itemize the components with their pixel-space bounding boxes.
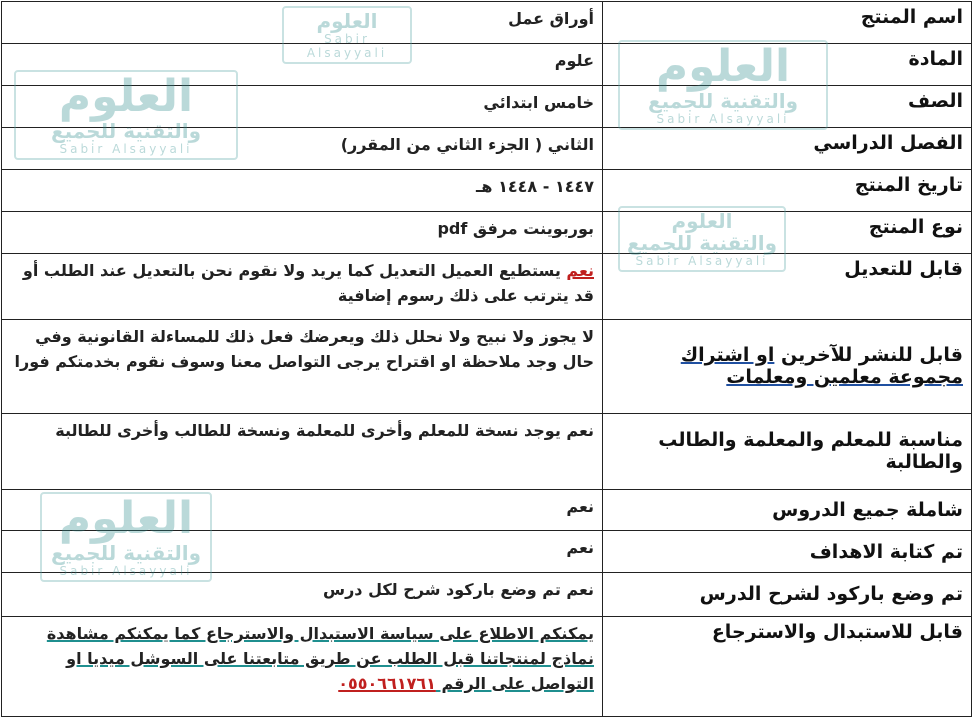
phone-number: ٠٥٥٠٦٦١٧٦١	[338, 673, 436, 693]
row-value: علوم	[2, 44, 603, 86]
table-row	[2, 169, 972, 211]
row-label: تاريخ المنتج	[603, 169, 972, 211]
watermark-credit: Sabir Alsayyali	[635, 254, 769, 268]
watermark-credit: Sabir Alsayyali	[59, 142, 193, 156]
table-row	[2, 531, 972, 573]
table-row	[2, 254, 972, 320]
watermark-title: العلوم	[655, 41, 791, 92]
table-row	[2, 573, 972, 616]
row-label: نوع المنتج	[603, 211, 972, 253]
watermark-subtitle: والتقنية للجميع	[647, 89, 799, 113]
table-row	[2, 211, 972, 253]
row-value: بوربوينت مرفق pdf	[2, 211, 603, 253]
row-label: تم كتابة الاهداف	[603, 531, 972, 573]
table-row	[2, 127, 972, 169]
row-label-part: قابل للنشر للآخرين	[774, 344, 963, 367]
row-value: ١٤٤٧ - ١٤٤٨ هـ	[2, 169, 603, 211]
watermark-subtitle: والتقنية للجميع	[626, 231, 778, 255]
table-row	[2, 86, 972, 127]
table-row	[2, 413, 972, 489]
row-value-text: يمكنكم الاطلاع على سياسة الاستبدال والاسترجاع كما يمكنكم مشاهدة نماذج لمنتجاتنا قبل الطلب عن طريق متابعتنا على السوشل ميديا او التواصل على الرقم	[46, 623, 594, 693]
table-row	[2, 2, 972, 44]
row-label: قابل للاستبدال والاسترجاع	[603, 616, 972, 716]
row-label: الفصل الدراسي	[603, 127, 972, 169]
watermark-title: العلوم	[58, 71, 194, 122]
row-value: خامس ابتدائي	[2, 86, 603, 127]
table-row	[2, 44, 972, 86]
watermark-credit: Sabir Alsayyali	[59, 564, 193, 578]
row-label: الصف	[603, 86, 972, 127]
row-value: نعم	[2, 490, 603, 531]
row-value: نعم يوجد نسخة للمعلم وأخرى للمعلمة ونسخة للطالب وأخرى للطالبة	[2, 413, 603, 489]
watermark-subtitle: والتقنية للجميع	[50, 119, 202, 143]
row-label-underlined: او اشتراك مجموعة معلمين ومعلمات	[680, 344, 963, 389]
watermark-credit: Sabir Alsayyali	[306, 32, 388, 60]
table-row	[2, 616, 972, 716]
row-value	[2, 254, 603, 320]
table-row	[2, 320, 972, 413]
row-label	[603, 320, 972, 413]
watermark-credit: Sabir Alsayyali	[656, 112, 790, 126]
row-label: تم وضع باركود لشرح الدرس	[603, 573, 972, 616]
watermark-title: العلوم	[316, 9, 378, 33]
yes-highlight: نعم	[566, 261, 594, 281]
row-label: مناسبة للمعلم والمعلمة والطالب والطالبة	[603, 413, 972, 489]
watermark-title: العلوم	[671, 209, 733, 233]
row-value: أوراق عمل	[2, 2, 603, 44]
row-value: نعم تم وضع باركود شرح لكل درس	[2, 573, 603, 616]
row-value	[2, 616, 603, 716]
row-value: نعم	[2, 531, 603, 573]
row-value: الثاني ( الجزء الثاني من المقرر)	[2, 127, 603, 169]
row-label: المادة	[603, 44, 972, 86]
row-value-text: يستطيع العميل التعديل كما يريد ولا نقوم نحن بالتعديل عند الطلب أو قد يترتب على ذلك رسوم إضافية	[22, 261, 594, 306]
product-spec-table	[1, 1, 972, 717]
table-row	[2, 490, 972, 531]
watermark-title: العلوم	[58, 493, 194, 544]
row-label: شاملة جميع الدروس	[603, 490, 972, 531]
watermark-subtitle: والتقنية للجميع	[50, 541, 202, 565]
row-value: لا يجوز ولا نبيح ولا نحلل ذلك ويعرضك فعل ذلك للمساءلة القانونية وفي حال وجد ملاحظة او اقتراح يرجى التواصل معنا وسوف نقوم بخدمتكم فورا	[2, 320, 603, 413]
row-label: قابل للتعديل	[603, 254, 972, 320]
row-label: اسم المنتج	[603, 2, 972, 44]
